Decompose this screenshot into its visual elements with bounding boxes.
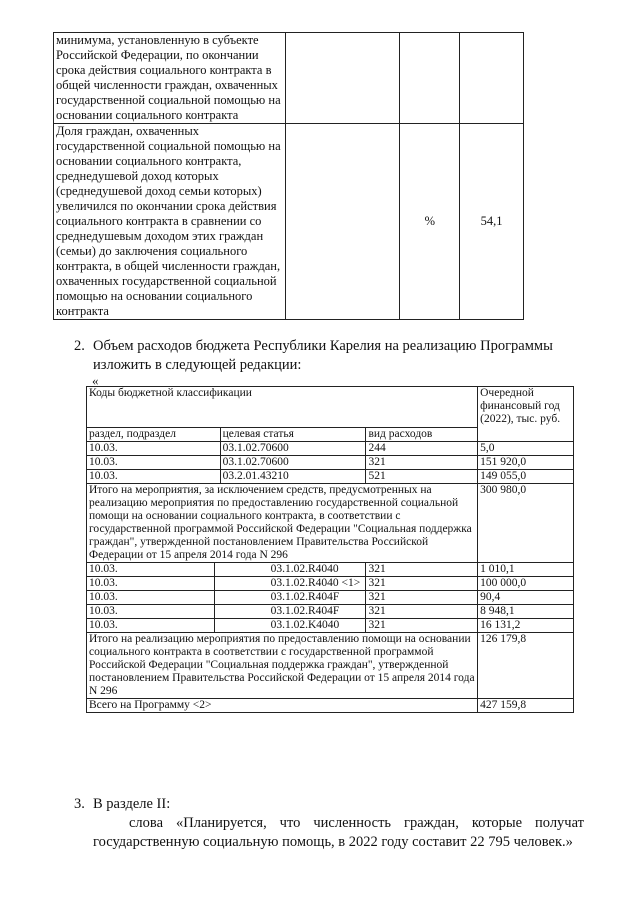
item3-line2: государственную социальную помощь, в 2022 году составит 22 795 человек.» (93, 834, 573, 850)
cell-section: 10.03. (87, 442, 221, 456)
item3-number: 3. (74, 796, 85, 812)
cell-target: 03.2.01.43210 (220, 470, 366, 484)
indicators-table (53, 32, 524, 320)
table-row (87, 605, 574, 619)
cell-type: 321 (366, 605, 478, 619)
cell-type: 321 (366, 591, 478, 605)
subtotal-row (87, 633, 574, 699)
cell-type: 244 (366, 442, 478, 456)
subtotal1-text: Итого на мероприятия, за исключением средств, предусмотренных на реализацию мероприятия по предоставлению государственной социальной помощи на основании социального контракта, в соответствии с государственной программой Российской Федерации "Социальная поддержка граждан", утвержденной постановлением Правительства Российской Федерации от 15 апреля 2014 года N 296 (87, 484, 478, 563)
cell-type: 321 (366, 563, 478, 577)
cell-amount: 8 948,1 (478, 605, 574, 619)
cell-type: 321 (366, 456, 478, 470)
cell-type: 521 (366, 470, 478, 484)
indicator-value: 54,1 (460, 124, 524, 320)
col-type: вид расходов (366, 428, 478, 442)
item2-number: 2. (74, 338, 85, 354)
cell-target: 03.1.02.R404F (214, 605, 366, 619)
cell-amount: 90,4 (478, 591, 574, 605)
col-target: целевая статья (220, 428, 366, 442)
subtotal-row (87, 484, 574, 563)
indicator-text: минимума, установленную в субъекте Российской Федерации, по окончании срока действия социального контракта в общей численности граждан, охваченных государственной социальной помощью на основании социального контракта (54, 33, 286, 124)
header-codes: Коды бюджетной классификации (87, 387, 478, 428)
cell-target: 03.1.02.R404F (214, 591, 366, 605)
cell-target: 03.1.02.70600 (220, 456, 366, 470)
cell-section: 10.03. (87, 605, 215, 619)
total-text: Всего на Программу <2> (87, 699, 478, 713)
table-row (87, 456, 574, 470)
cell-amount: 16 131,2 (478, 619, 574, 633)
total-amount: 427 159,8 (478, 699, 574, 713)
table-row (87, 470, 574, 484)
table-row (87, 577, 574, 591)
cell-target: 03.1.02.K4040 (214, 619, 366, 633)
item2-text: Объем расходов бюджета Республики Карелия на реализацию Программы изложить в следующей редакции: (93, 338, 553, 373)
cell-target: 03.1.02.70600 (220, 442, 366, 456)
table-row (87, 442, 574, 456)
cell-section: 10.03. (87, 591, 215, 605)
item3-heading: В разделе II: (93, 796, 171, 812)
cell-amount: 100 000,0 (478, 577, 574, 591)
subtotal2-text: Итого на реализацию мероприятия по предоставлению помощи на основании социального контракта в соответствии с государственной программой Российской Федерации "Социальная поддержка граждан", утвержденной постановлением Правительства Российской Федерации от 15 апреля 2014 года N 296 (87, 633, 478, 699)
cell-type: 321 (366, 619, 478, 633)
total-row (87, 699, 574, 713)
open-quote: « (92, 373, 99, 388)
cell-section: 10.03. (87, 470, 221, 484)
indicator-empty-cell (285, 124, 399, 320)
col-section: раздел, подраздел (87, 428, 221, 442)
cell-section: 10.03. (87, 456, 221, 470)
cell-type: 321 (366, 577, 478, 591)
table-row (54, 124, 524, 320)
cell-target: 03.1.02.R4040 <1> (214, 577, 366, 591)
table-row (87, 619, 574, 633)
table-row (87, 591, 574, 605)
cell-amount: 151 920,0 (478, 456, 574, 470)
subtotal2-amount: 126 179,8 (478, 633, 574, 699)
cell-amount: 1 010,1 (478, 563, 574, 577)
indicator-text: Доля граждан, охваченных государственной социальной помощью на основании социального контракта, среднедушевой доход которых (среднедушевой доход семьи которых) увеличился по окончании срока действия социального контракта в сравнении со среднедушевым доходом этих граждан (семьи) до заключения социального контракта, в общей численности граждан, охваченных государственной социальной помощью на основании социального контракта (54, 124, 286, 320)
cell-section: 10.03. (87, 563, 215, 577)
cell-section: 10.03. (87, 577, 215, 591)
table-row (54, 33, 524, 124)
table-header-row (87, 387, 574, 428)
cell-target: 03.1.02.R4040 (214, 563, 366, 577)
cell-amount: 149 055,0 (478, 470, 574, 484)
indicator-unit: % (400, 124, 460, 320)
indicator-empty-cell (285, 33, 399, 124)
item3-line1: слова «Планируется, что численность граждан, которые получат (129, 815, 584, 831)
indicator-unit (400, 33, 460, 124)
cell-amount: 5,0 (478, 442, 574, 456)
header-year: Очередной финансовый год (2022), тыс. руб. (478, 387, 574, 442)
subtotal1-amount: 300 980,0 (478, 484, 574, 563)
budget-table (86, 386, 574, 713)
table-row (87, 563, 574, 577)
indicator-value (460, 33, 524, 124)
cell-section: 10.03. (87, 619, 215, 633)
